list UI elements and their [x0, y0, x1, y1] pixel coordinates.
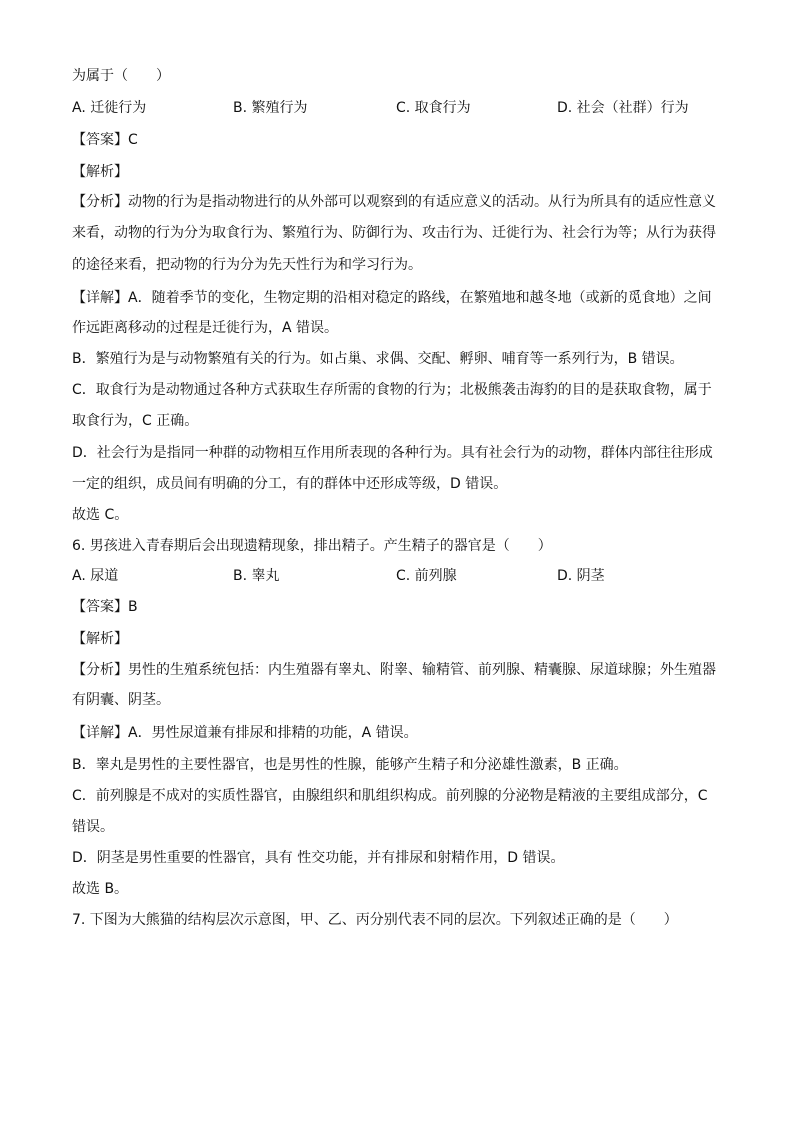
q6-analysis-line: D．阴茎是男性重要的性器官，具有 性交功能，并有排尿和射精作用，D 错误。 — [72, 850, 565, 866]
q5-option-b: B. 繁殖行为 — [233, 100, 308, 116]
q6-stem: 6. 男孩进入青春期后会出现遗精现象，排出精子。产生精子的器官是（ ） — [72, 538, 552, 554]
q5-analysis-line: B．繁殖行为是与动物繁殖有关的行为。如占巢、求偶、交配、孵卵、哺育等一系列行为，B 错误。 — [72, 351, 684, 367]
q6-analysis-line: 【分析】男性的生殖系统包括：内生殖器有睾丸、附睾、输精管、前列腺、精囊腺、尿道球腺；外生殖器 — [72, 662, 716, 678]
q6-option-c: C. 前列腺 — [396, 568, 457, 584]
q6-analysis-heading: 【解析】 — [72, 631, 128, 647]
q6-analysis-line: B．睾丸是男性的主要性器官，也是男性的性腺，能够产生精子和分泌雄性激素，B 正确。 — [72, 757, 628, 773]
q5-analysis-line: 【分析】动物的行为是指动物进行的从外部可以观察到的有适应意义的活动。从行为所具有的适应性意义 — [72, 194, 716, 210]
q5-conclusion: 故选 C。 — [72, 507, 129, 523]
q6-analysis-line: 【详解】A．男性尿道兼有排尿和排精的功能，A 错误。 — [72, 725, 418, 741]
q5-option-c: C. 取食行为 — [396, 100, 471, 116]
q5-analysis-line: 一定的组织，成员间有明确的分工，有的群体中还形成等级，D 错误。 — [72, 476, 508, 492]
q6-analysis-line: 错误。 — [72, 819, 114, 835]
q6-option-b: B. 睾丸 — [233, 568, 280, 584]
q5-analysis-line: 的途径来看，把动物的行为分为先天性行为和学习行为。 — [72, 257, 422, 273]
q5-stem-tail: 为属于（ ） — [72, 68, 170, 84]
q6-answer: 【答案】B — [72, 599, 138, 615]
q5-analysis-line: C．取食行为是动物通过各种方式获取生存所需的食物的行为；北极熊袭击海豹的目的是获取食物，属于 — [72, 382, 712, 398]
q6-option-d: D. 阴茎 — [557, 568, 605, 584]
q5-analysis-line: D．社会行为是指同一种群的动物相互作用所表现的各种行为。具有社会行为的动物，群体内部往往形成 — [72, 445, 713, 461]
q5-analysis-line: 来看，动物的行为分为取食行为、繁殖行为、防御行为、攻击行为、迁徙行为、社会行为等；从行为获得 — [72, 225, 716, 241]
q5-analysis-line: 取食行为，C 正确。 — [72, 413, 199, 429]
q6-analysis-line: 有阴囊、阴茎。 — [72, 692, 170, 708]
q6-conclusion: 故选 B。 — [72, 881, 129, 897]
q5-analysis-heading: 【解析】 — [72, 164, 128, 180]
q7-stem: 7. 下图为大熊猫的结构层次示意图，甲、乙、丙分别代表不同的层次。下列叙述正确的是（ ） — [72, 912, 678, 928]
q5-option-d: D. 社会（社群）行为 — [557, 100, 689, 116]
q5-analysis-line: 【详解】A．随着季节的变化，生物定期的沿相对稳定的路线，在繁殖地和越冬地（或新的觅食地）之间 — [72, 290, 712, 306]
q6-option-a: A. 尿道 — [72, 568, 119, 584]
q6-analysis-line: C．前列腺是不成对的实质性器官，由腺组织和肌组织构成。前列腺的分泌物是精液的主要组成部分，C — [72, 788, 708, 804]
q5-answer: 【答案】C — [72, 132, 138, 148]
q5-option-a: A. 迁徙行为 — [72, 100, 147, 116]
q5-analysis-line: 作远距离移动的过程是迁徙行为，A 错误。 — [72, 320, 339, 336]
